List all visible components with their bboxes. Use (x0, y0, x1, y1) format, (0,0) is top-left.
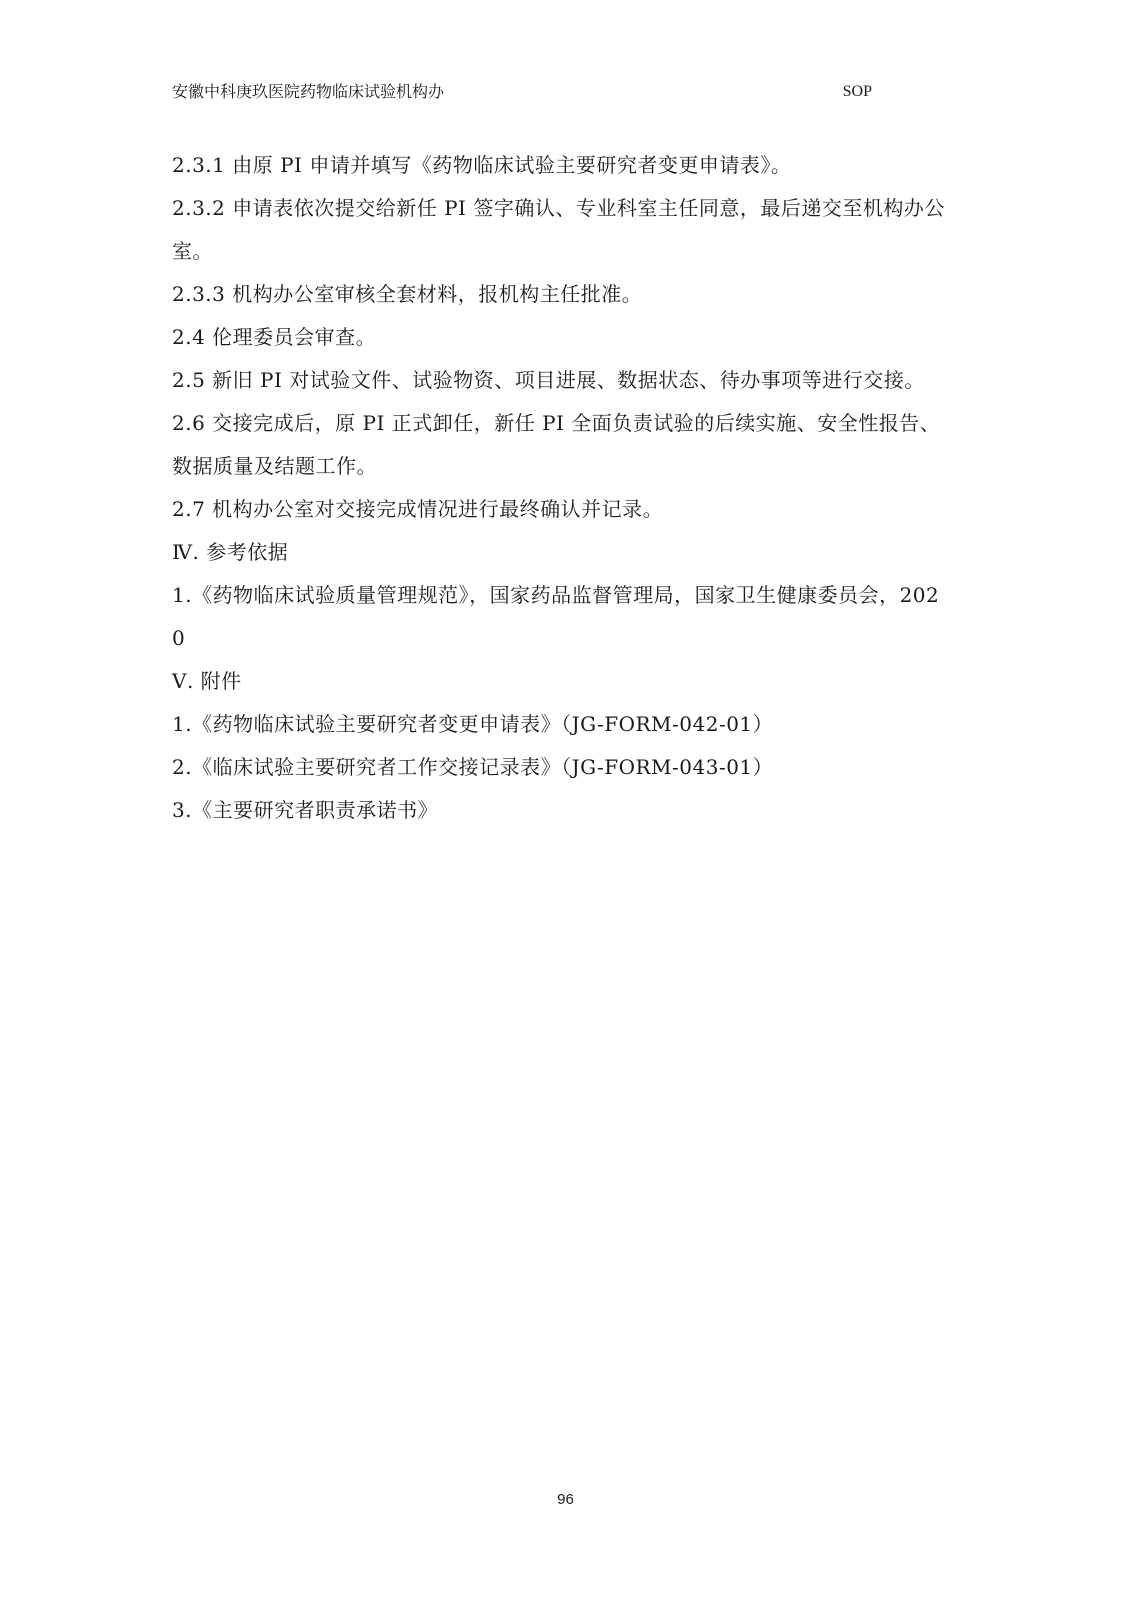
section-heading-attachments: Ⅴ. 附件 (172, 669, 242, 693)
page-number: 96 (557, 1491, 574, 1508)
page-header (172, 80, 872, 104)
attachment-item: 2.《临床试验主要研究者工作交接记录表》（JG-FORM-043-01） (172, 755, 774, 779)
step-2-3-3: 2.3.3 机构办公室审核全套材料，报机构主任批准。 (172, 282, 643, 306)
document-body (172, 144, 952, 832)
attachment-item: 3.《主要研究者职责承诺书》 (172, 798, 439, 822)
step-2-6: 2.6 交接完成后，原 PI 正式卸任，新任 PI 全面负责试验的后续实施、安全性报告、数据质量及结题工作。 (172, 411, 941, 478)
step-2-5: 2.5 新旧 PI 对试验文件、试验物资、项目进展、数据状态、待办事项等进行交接。 (172, 368, 925, 392)
step-2-7: 2.7 机构办公室对交接完成情况进行最终确认并记录。 (172, 497, 664, 521)
reference-item: 1.《药物临床试验质量管理规范》，国家药品监督管理局，国家卫生健康委员会，2020 (172, 583, 940, 650)
attachment-item: 1.《药物临床试验主要研究者变更申请表》（JG-FORM-042-01） (172, 712, 774, 736)
step-2-4: 2.4 伦理委员会审查。 (172, 325, 377, 349)
section-heading-references: Ⅳ. 参考依据 (172, 540, 289, 564)
step-2-3-2: 2.3.2 申请表依次提交给新任 PI 签字确认、专业科室主任同意，最后递交至机构办公室。 (172, 196, 945, 263)
header-doc-type: SOP (842, 83, 872, 100)
step-2-3-1: 2.3.1 由原 PI 申请并填写《药物临床试验主要研究者变更申请表》。 (172, 153, 792, 177)
header-organization: 安徽中科庚玖医院药物临床试验机构办 (172, 82, 445, 101)
